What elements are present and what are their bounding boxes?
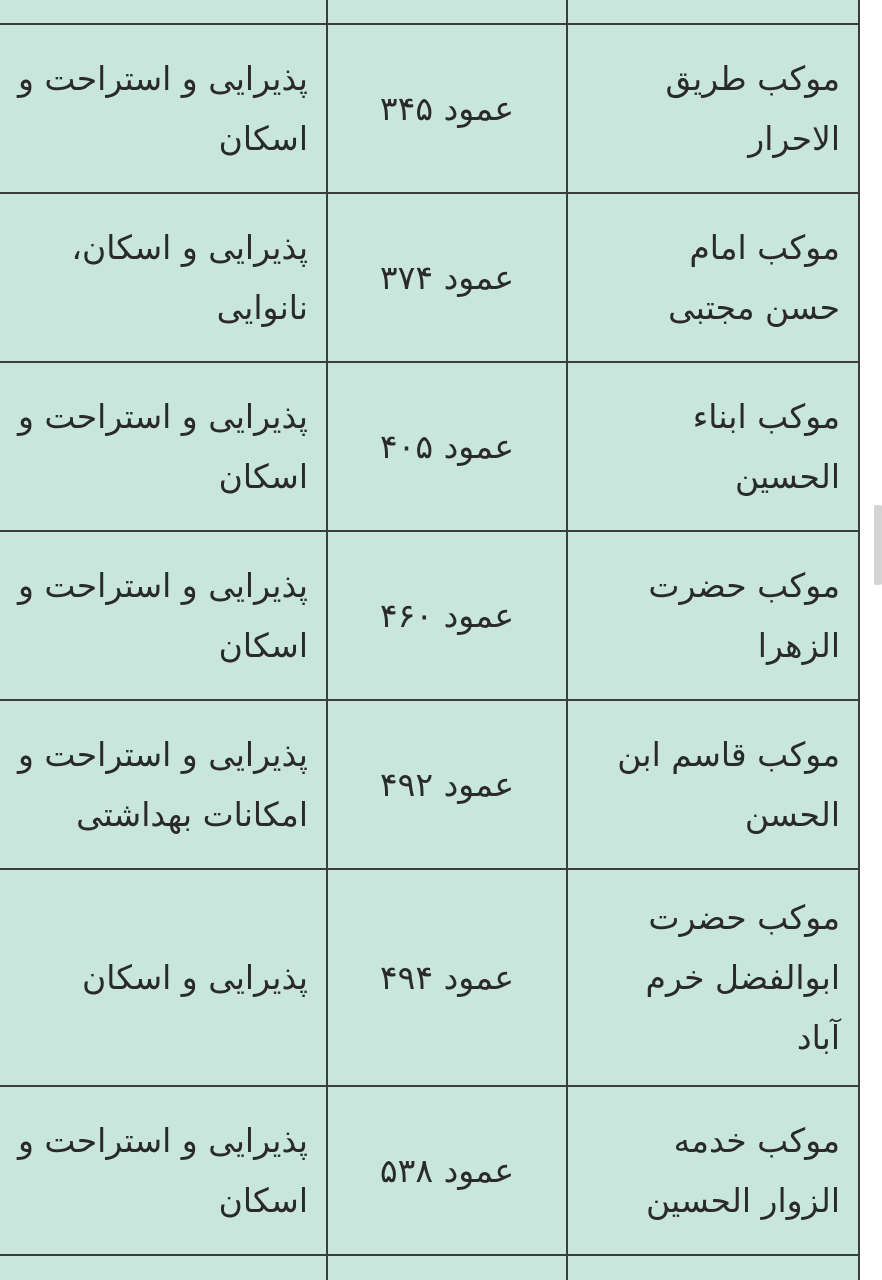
- mokeb-name: موکب خدمه: [673, 1120, 840, 1160]
- table-row: [0, 700, 859, 869]
- scroll-indicator[interactable]: [874, 505, 882, 585]
- table-cell: [327, 0, 567, 24]
- services-cell: [0, 1086, 327, 1255]
- services-text: امکانات بهداشتی: [76, 794, 308, 834]
- location-cell: عمود ۴۰۵: [327, 362, 567, 531]
- table-cell: [0, 0, 327, 24]
- services-text: پذیرایی و اسکان،: [71, 227, 308, 267]
- services-text: اسکان: [218, 625, 308, 665]
- location-cell: عمود ۴۹۲: [327, 700, 567, 869]
- location-cell: عمود ۴۹۴: [327, 869, 567, 1086]
- mokeb-name-cell: [567, 531, 859, 700]
- table-row: [0, 193, 859, 362]
- mokeb-name: الزهرا: [757, 625, 840, 665]
- table-cell: [327, 1255, 567, 1280]
- mokeb-name-cell: [567, 1086, 859, 1255]
- mokeb-name: موکب قاسم ابن: [617, 734, 840, 774]
- mokeb-name: الاحرار: [748, 118, 840, 158]
- mokeb-name: الزوار الحسین: [645, 1180, 840, 1220]
- table-row: [0, 24, 859, 193]
- mokeb-name: موکب حضرت: [648, 897, 840, 937]
- location-cell: عمود ۳۴۵: [327, 24, 567, 193]
- mokeb-name: حسن مجتبی: [668, 287, 840, 327]
- location-cell: عمود ۵۳۸: [327, 1086, 567, 1255]
- table-cell: [0, 1255, 327, 1280]
- table-row: [0, 531, 859, 700]
- location-cell: عمود ۴۶۰: [327, 531, 567, 700]
- services-text: اسکان: [218, 118, 308, 158]
- mokeb-name-cell: [567, 700, 859, 869]
- services-text: اسکان: [218, 1180, 308, 1220]
- table-row: [0, 1086, 859, 1255]
- table-cell: [567, 0, 859, 24]
- services-text: پذیرایی و استراحت و: [17, 565, 308, 605]
- services-cell: [0, 700, 327, 869]
- services-cell: [0, 193, 327, 362]
- services-cell: [0, 531, 327, 700]
- mokeb-name-cell: [567, 869, 859, 1086]
- mokeb-name: موکب ابناء: [692, 396, 840, 436]
- services-text: پذیرایی و استراحت و: [17, 1120, 308, 1160]
- table-row: [0, 869, 859, 1086]
- mokeb-name-cell: [567, 193, 859, 362]
- services-text: اسکان: [218, 456, 308, 496]
- mokeb-name: الحسین: [734, 456, 840, 496]
- services-text: نانوایی: [216, 287, 308, 327]
- services-cell: [0, 869, 327, 1086]
- mokeb-name: موکب امام: [689, 227, 840, 267]
- table-row-partial-bottom: [0, 1255, 859, 1280]
- mokeb-name: موکب طریق: [665, 58, 840, 98]
- services-text: پذیرایی و استراحت و: [17, 396, 308, 436]
- services-cell: [0, 24, 327, 193]
- mokeb-name: موکب حضرت: [648, 565, 840, 605]
- table-cell: [567, 1255, 859, 1280]
- services-text: پذیرایی و استراحت و: [17, 734, 308, 774]
- mokeb-name: آباد: [796, 1017, 840, 1057]
- mokeb-name-cell: [567, 24, 859, 193]
- table-row-partial-top: [0, 0, 859, 24]
- location-cell: عمود ۳۷۴: [327, 193, 567, 362]
- mokeb-name-cell: [567, 362, 859, 531]
- services-text: پذیرایی و استراحت و: [17, 58, 308, 98]
- services-cell: [0, 362, 327, 531]
- mokeb-name: الحسن: [744, 794, 840, 834]
- services-text: پذیرایی و اسکان: [81, 957, 308, 997]
- table-row: [0, 362, 859, 531]
- mokeb-name: ابوالفضل خرم: [645, 957, 840, 997]
